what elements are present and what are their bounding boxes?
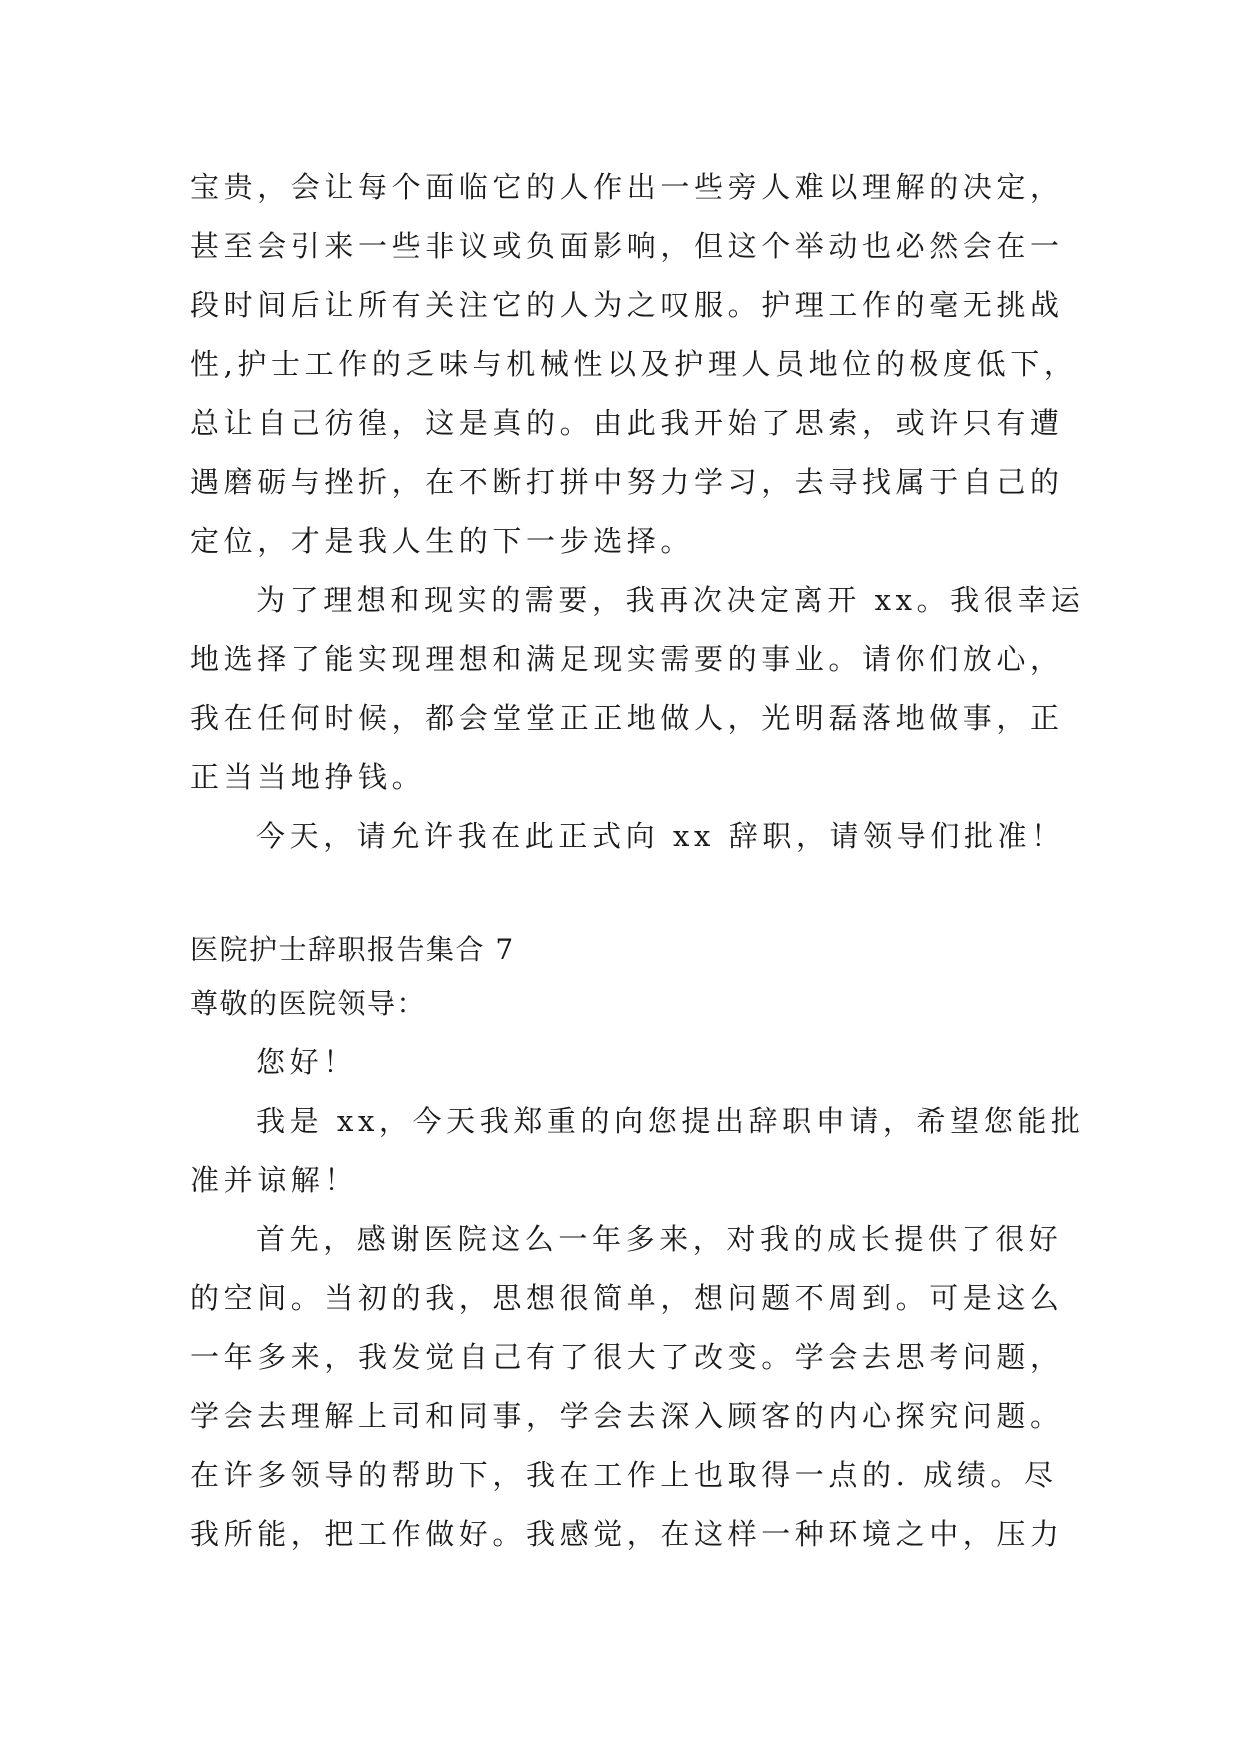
text-line: 我所能，把工作做好。我感觉，在这样一种环境之中，压力	[190, 1517, 1064, 1551]
text-line: 甚至会引来一些非议或负面影响，但这个举动也必然会在一	[190, 229, 1064, 263]
text-line: 在许多领导的帮助下，我在工作上也取得一点的. 成绩。尽	[190, 1458, 1058, 1492]
text-line: 为了理想和现实的需要，我再次决定离开 xx。我很幸运	[256, 583, 1085, 617]
text-line: 首先，感谢医院这么一年多来，对我的成长提供了很好	[256, 1222, 1063, 1256]
text-line: 一年多来，我发觉自己有了很大了改变。学会去思考问题，	[190, 1340, 1064, 1374]
text-line: 总让自己彷徨，这是真的。由此我开始了思索，或许只有遭	[190, 406, 1064, 440]
text-line: 宝贵，会让每个面临它的人作出一些旁人难以理解的决定，	[190, 170, 1064, 204]
text-line: 段时间后让所有关注它的人为之叹服。护理工作的毫无挑战	[190, 288, 1064, 322]
paragraph-continuation	[190, 158, 1078, 571]
section-title: 医院护士辞职报告集合 7	[190, 933, 515, 966]
text-line: 准并谅解！	[190, 1163, 359, 1197]
paragraph-request	[190, 807, 1065, 866]
paragraph-decision	[190, 571, 1085, 807]
text-line: 的空间。当初的我，思想很简单，想问题不周到。可是这么	[190, 1281, 1064, 1315]
paragraph-thanks	[190, 1210, 1064, 1564]
text-line: 我在任何时候，都会堂堂正正地做人，光明磊落地做事，正	[190, 701, 1064, 735]
text-line: 定位，才是我人生的下一步选择。	[190, 524, 695, 558]
text-line: 学会去理解上司和同事，学会去深入顾客的内心探究问题。	[190, 1399, 1064, 1433]
text-line: 正当当地挣钱。	[190, 760, 426, 794]
text-line: 我是 xx，今天我郑重的向您提出辞职申请，希望您能批	[256, 1104, 1085, 1138]
text-line: 地选择了能实现理想和满足现实需要的事业。请你们放心，	[190, 642, 1064, 676]
paragraph-intro	[190, 1092, 1085, 1210]
document-body	[190, 158, 1085, 1564]
text-line: 遇磨砺与挫折，在不断打拼中努力学习，去寻找属于自己的	[190, 465, 1064, 499]
text-line: 性,护士工作的乏味与机械性以及护理人员地位的极度低下，	[190, 347, 1078, 381]
greeting: 您好！	[256, 1045, 357, 1079]
section-spacer	[190, 866, 1060, 925]
text-line: 今天，请允许我在此正式向 xx 辞职，请领导们批准！	[256, 819, 1065, 853]
salutation: 尊敬的医院领导：	[190, 987, 427, 1020]
